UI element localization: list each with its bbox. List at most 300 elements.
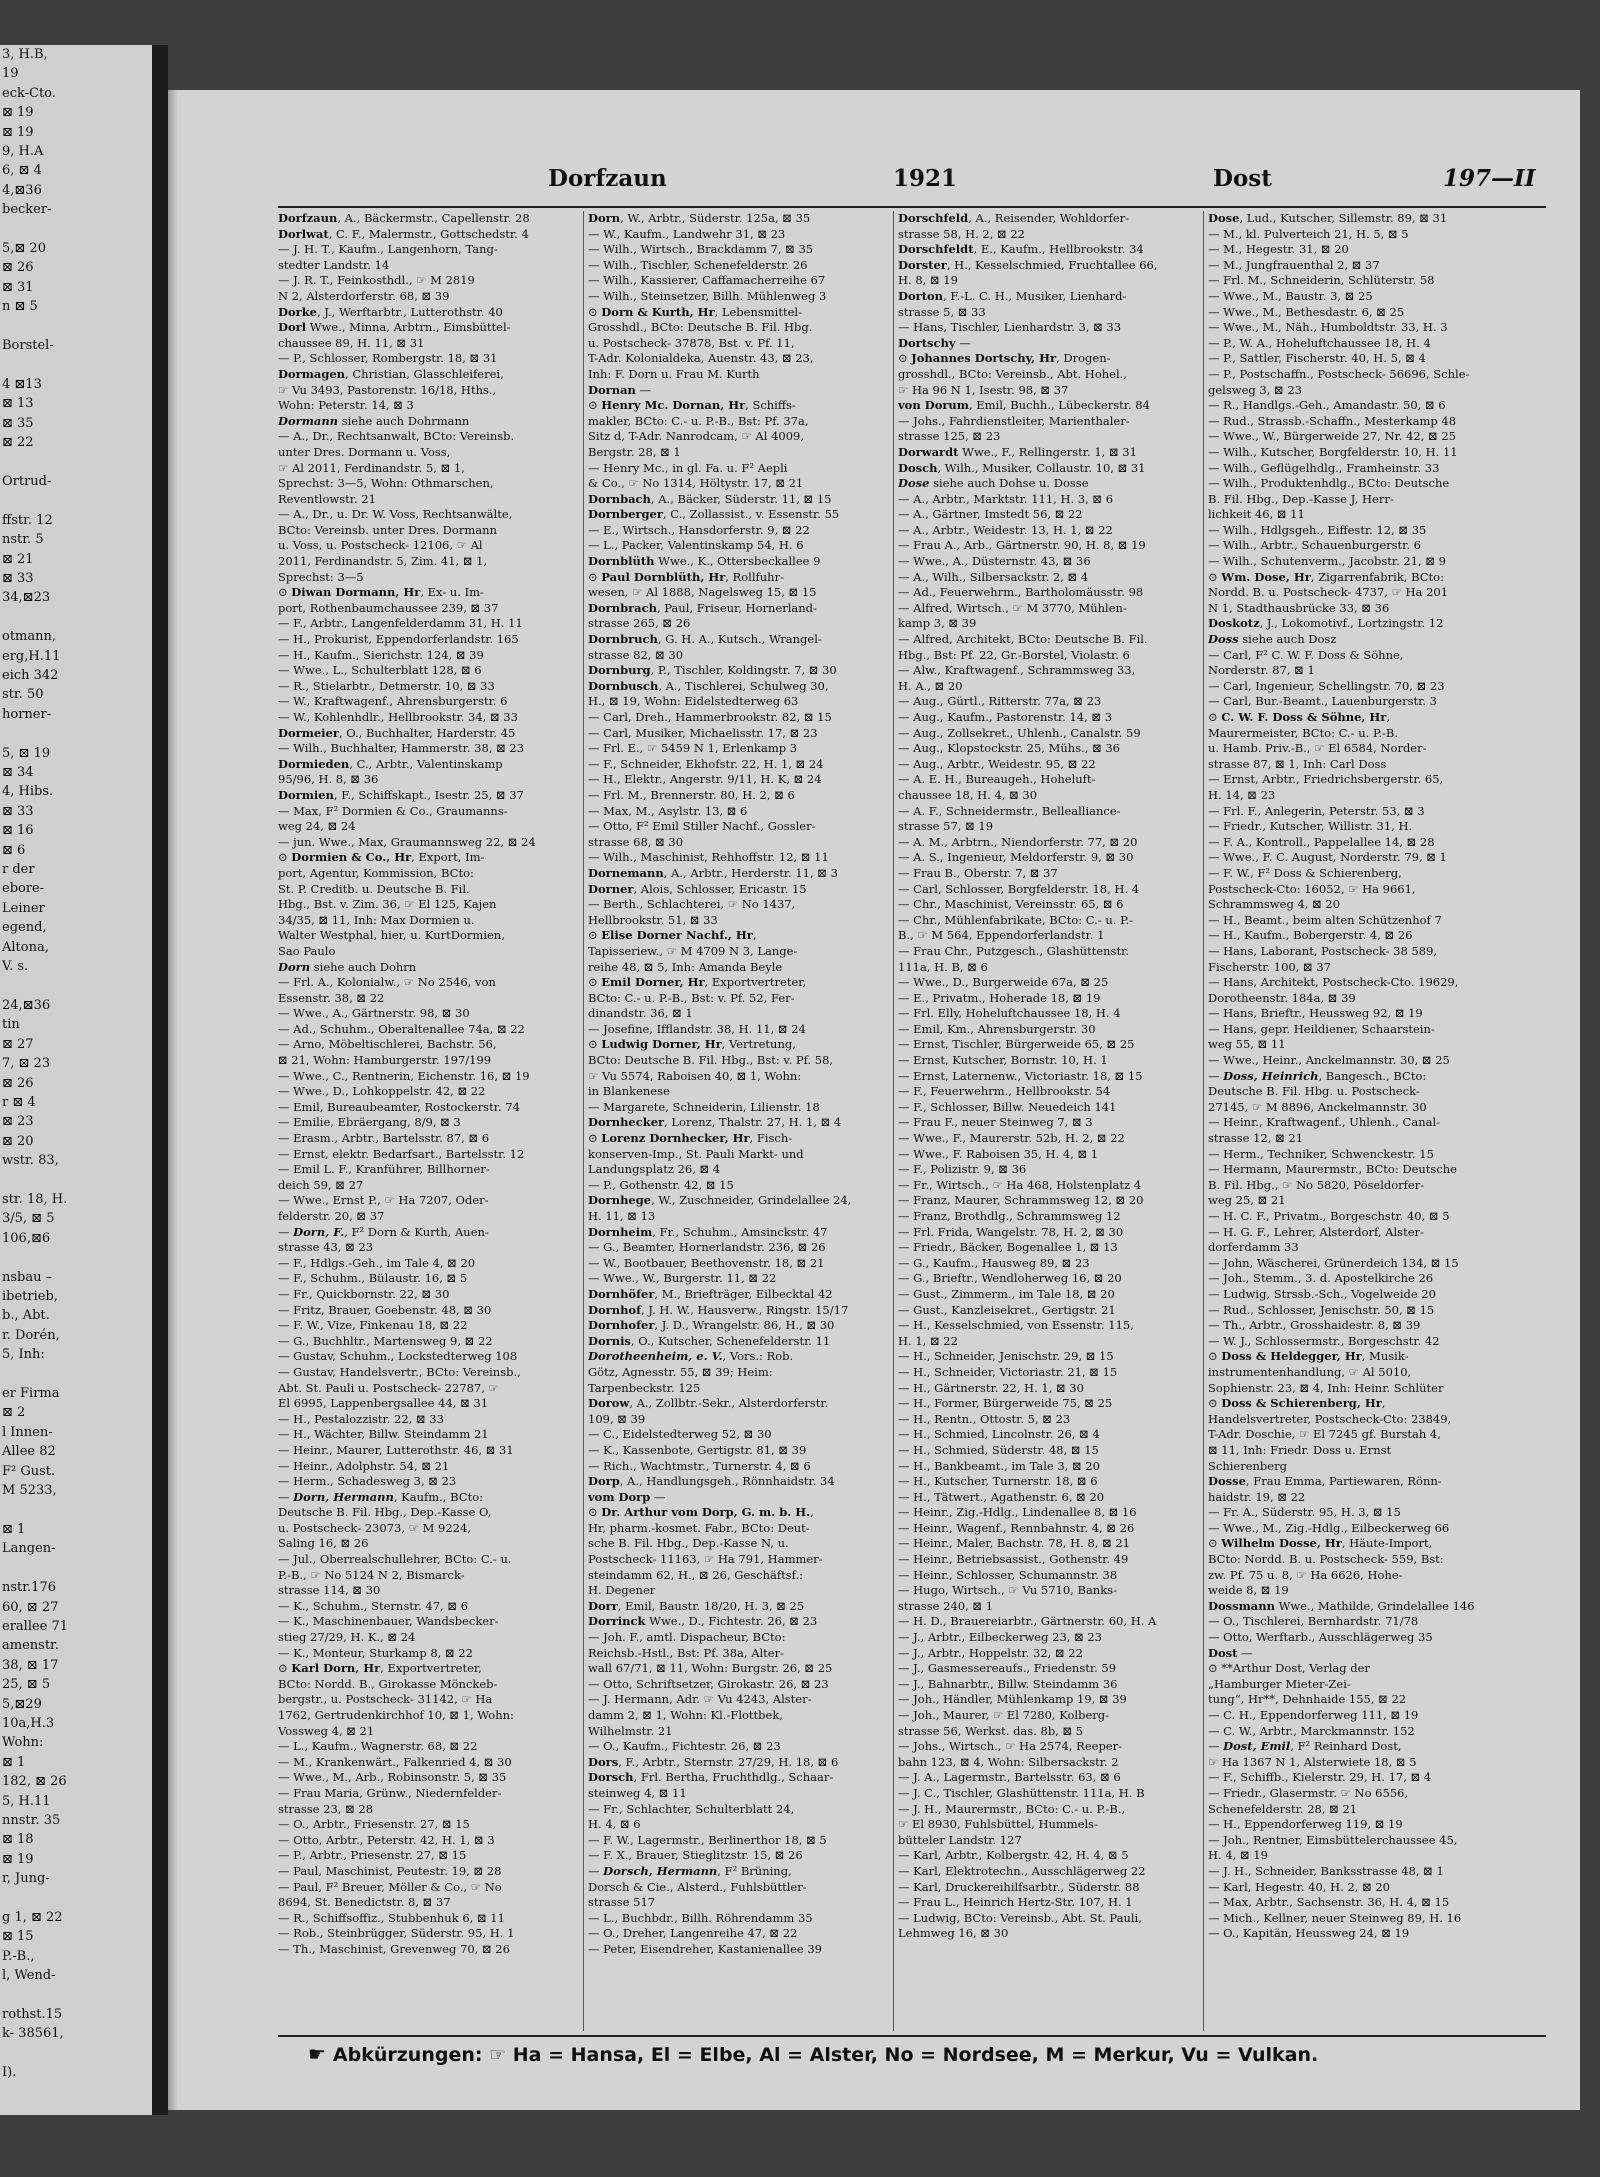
directory-entry: — A., Dr., u. Dr. W. Voss, Rechtsanwälte, [278, 507, 513, 522]
directory-entry: — F., Feuerwehrm., Hellbrookstr. 54 [898, 1084, 1111, 1099]
directory-entry: — Wwe., D., Burgerweide 67a, ⊠ 25 [898, 975, 1109, 990]
directory-entry: — J. Hermann, Adr. ☞ Vu 4243, Alster- [588, 1692, 812, 1707]
directory-entry: 27145, ☞ M 8896, Anckelmannstr. 30 [1208, 1099, 1427, 1114]
directory-entry: Dossmann Wwe., Mathilde, Grindelallee 146 [1208, 1598, 1475, 1613]
directory-entry: — M., Krankenwärt., Falkenried 4, ⊠ 30 [278, 1754, 512, 1769]
directory-entry: — H., Pestalozzistr. 22, ⊠ 33 [278, 1411, 444, 1426]
directory-entry: — O., Kapitän, Heussweg 24, ⊠ 19 [1208, 1926, 1410, 1941]
directory-entry: — jun. Wwe., Max, Graumannsweg 22, ⊠ 24 [278, 834, 536, 849]
directory-entry: — J. A., Lagermstr., Bartelsstr. 63, ⊠ 6 [898, 1770, 1121, 1785]
directory-entry: — H., Schmied, Lincolnstr. 26, ⊠ 4 [898, 1427, 1100, 1442]
directory-entry: u. Voss, u. Postscheck- 12106, ☞ Al [278, 538, 483, 553]
directory-entry: 34/35, ⊠ 11, Inh: Max Dormien u. [278, 912, 475, 927]
directory-entry: — H., Kaufm., Sierichstr. 124, ⊠ 39 [278, 647, 484, 662]
previous-page-line [0, 1889, 152, 1908]
directory-entry: — E., Wirtsch., Hansdorferstr. 9, ⊠ 22 [588, 522, 810, 537]
previous-page-line: 60, ⊠ 27 [2, 1599, 59, 1615]
previous-page-line: horner- [2, 706, 52, 722]
previous-page-line: Wohn: [2, 1735, 44, 1751]
directory-entry: — Wilh., Produktenhdlg., BCto: Deutsche [1208, 476, 1450, 491]
directory-entry: — F., Schiffb., Kielerstr. 29, H. 17, ⊠ 4 [1208, 1770, 1432, 1785]
directory-entry: — Wwe., D., Lohkoppelstr. 42, ⊠ 22 [278, 1084, 486, 1099]
directory-entry: strasse 82, ⊠ 30 [588, 647, 684, 662]
directory-entry: Hellbrookstr. 51, ⊠ 33 [588, 912, 718, 927]
directory-entry: Norderstr. 87, ⊠ 1 [1208, 663, 1315, 678]
directory-entry: — A. E. H., Bureaugeh., Hoheluft- [898, 772, 1096, 787]
previous-page-line: nstr.176 [2, 1580, 56, 1596]
directory-entry: — Th., Maschinist, Grevenweg 70, ⊠ 26 [278, 1941, 510, 1956]
directory-entry: — F., Arbtr., Langenfelderdamm 31, H. 11 [278, 616, 523, 631]
previous-page-line: ebore- [2, 881, 45, 897]
directory-entry: — Hans, Brieftr., Heussweg 92, ⊠ 19 [1208, 1006, 1423, 1021]
directory-entry: ⊙ Henry Mc. Dornan, Hr, Schiffs- [588, 398, 796, 413]
previous-page-line: l Innen- [2, 1424, 53, 1440]
previous-page-line: tin [2, 1017, 20, 1033]
directory-entry: — Wilh., Arbtr., Schauenburgerstr. 6 [1208, 538, 1422, 553]
directory-entry: — L., Kaufm., Wagnerstr. 68, ⊠ 22 [278, 1739, 478, 1754]
directory-entry: deich 59, ⊠ 27 [278, 1177, 364, 1192]
previous-page-line: 38, ⊠ 17 [2, 1657, 59, 1673]
abbreviations-text: Abkürzungen: ☞ Ha = Hansa, El = Elbe, Al = Alster, No = Nordsee, M = Merkur, Vu = Vulkan. [332, 2044, 1319, 2066]
directory-entry: — Doss, Heinrich, Bangesch., BCto: [1208, 1068, 1427, 1083]
previous-page-line: ⊠ 21 [2, 551, 34, 567]
previous-page-line: ⊠ 16 [2, 823, 34, 839]
directory-entry: bahn 123, ⊠ 4, Wohn: Silbersackstr. 2 [898, 1754, 1119, 1769]
directory-entry: — A., Arbtr., Weidestr. 13, H. 1, ⊠ 22 [898, 522, 1113, 537]
previous-page-line: egend, [2, 920, 47, 936]
directory-entry: Dost — [1208, 1645, 1253, 1660]
directory-entry: — Paul, Maschinist, Peutestr. 19, ⊠ 28 [278, 1863, 502, 1878]
previous-page-line: 19 [2, 66, 19, 82]
directory-entry: — P., Gothenstr. 42, ⊠ 15 [588, 1177, 734, 1192]
directory-entry: — H., Schneider, Jenischstr. 29, ⊠ 15 [898, 1349, 1114, 1364]
directory-entry: — Johs., Fahrdienstleiter, Marienthaler- [898, 413, 1130, 428]
directory-entry: ⊙ Lorenz Dornhecker, Hr, Fisch- [588, 1131, 793, 1146]
directory-entry: — Wwe., Heinr., Anckelmannstr. 30, ⊠ 25 [1208, 1053, 1450, 1068]
directory-entry: Doss siehe auch Dosz [1208, 632, 1337, 647]
previous-page-line [0, 1248, 152, 1267]
directory-entry: — M., Jungfrauenthal 2, ⊠ 37 [1208, 257, 1380, 272]
previous-page-line: ⊠ 34 [2, 765, 34, 781]
directory-entry: makler, BCto: C.- u. P.-B., Bst: Pf. 37a, [588, 413, 809, 428]
directory-entry: — K., Monteur, Sturkamp 8, ⊠ 22 [278, 1645, 473, 1660]
directory-entry: Dorster, H., Kesselschmied, Fruchtallee 66, [898, 257, 1158, 272]
directory-entry: — Josefine, Ifflandstr. 38, H. 11, ⊠ 24 [588, 1021, 806, 1036]
previous-page-line: ⊠ 19 [2, 105, 34, 121]
previous-page-line: ⊠ 26 [2, 260, 34, 276]
directory-entry: ☞ Ha 96 N 1, Isestr. 98, ⊠ 37 [898, 382, 1069, 397]
directory-entry: — Wwe., F., Maurerstr. 52b, H. 2, ⊠ 22 [898, 1131, 1125, 1146]
previous-page-line: 3/5, ⊠ 5 [2, 1211, 55, 1227]
gutter-shadow [168, 90, 178, 2110]
directory-entry: strasse 5, ⊠ 33 [898, 304, 986, 319]
directory-entry: — Frau Maria, Grünw., Niedernfelder- [278, 1785, 502, 1800]
directory-entry: — H., Eppendorferweg 119, ⊠ 19 [1208, 1817, 1403, 1832]
directory-entry: Inh: F. Dorn u. Frau M. Kurth [588, 366, 760, 381]
directory-entry: Dornemann, A., Arbtr., Herderstr. 11, ⊠ 3 [588, 865, 838, 880]
directory-entry: Postscheck- 11163, ☞ Ha 791, Hammer- [588, 1552, 823, 1567]
directory-entry: Doskotz, J., Lokomotivf., Lortzingstr. 12 [1208, 616, 1444, 631]
directory-entry: Sophienstr. 23, ⊠ 4, Inh: Heinr. Schlüter [1208, 1380, 1444, 1395]
directory-entry: instrumentenhandlung, ☞ Al 5010, [1208, 1364, 1412, 1379]
directory-entry: dinandstr. 36, ⊠ 1 [588, 1006, 693, 1021]
directory-entry: — G., Beamter, Hornerlandstr. 236, ⊠ 26 [588, 1240, 826, 1255]
directory-entry: Wilhelmstr. 21 [588, 1723, 673, 1738]
directory-entry: B., ☞ M 564, Eppendorferlandstr. 1 [898, 928, 1105, 943]
previous-page-line: becker- [2, 202, 52, 218]
directory-entry: — A. F., Schneidermstr., Bellealliance- [898, 803, 1121, 818]
directory-entry: strasse 56, Werkst. das. 8b, ⊠ 5 [898, 1723, 1084, 1738]
directory-entry: — Carl, Dreh., Hammerbrookstr. 82, ⊠ 15 [588, 710, 832, 724]
directory-entry: Dornhofer, J. D., Wrangelstr. 86, H., ⊠ 30 [588, 1318, 835, 1333]
directory-entry: — Gustav, Schuhm., Lockstedterweg 108 [278, 1349, 518, 1364]
column-3 [898, 211, 1198, 2031]
directory-entry: — Dorn, F., F² Dorn & Kurth, Auen- [278, 1224, 489, 1239]
directory-entry: Walter Westphal, hier, u. KurtDormien, [278, 928, 505, 943]
directory-entry: Postscheck-Cto: 16052, ☞ Ha 9661, [1208, 881, 1416, 896]
previous-page-line: erg,H.11 [2, 648, 61, 664]
directory-entry: — L., Packer, Valentinskamp 54, H. 6 [588, 538, 804, 553]
directory-entry: Dorp, A., Handlungsgeh., Rönnhaidstr. 34 [588, 1474, 835, 1489]
directory-entry: — J. C., Tischler, Glashüttenstr. 111a, H. B [898, 1785, 1145, 1800]
previous-page-line: Borstel- [2, 338, 54, 354]
directory-entry: — J., Arbtr., Hoppelstr. 32, ⊠ 22 [898, 1645, 1083, 1660]
directory-entry: — Heinr., Maurer, Lutterothstr. 46, ⊠ 31 [278, 1442, 514, 1457]
directory-entry: — A., Gärtner, Imstedt 56, ⊠ 22 [898, 507, 1083, 522]
directory-entry: weg 24, ⊠ 24 [278, 819, 356, 834]
directory-entry: Dorotheenstr. 184a, ⊠ 39 [1208, 990, 1356, 1005]
previous-page-line: ⊠ 23 [2, 1114, 34, 1130]
directory-entry: — J., Bahnarbtr., Billw. Steindamm 36 [898, 1676, 1118, 1691]
previous-page-line: str. 50 [2, 687, 44, 703]
directory-entry: H. 8, ⊠ 19 [898, 273, 958, 288]
directory-entry: — Gustav, Handelsvertr., BCto: Vereinsb., [278, 1364, 521, 1379]
directory-entry: ⊙ Johannes Dortschy, Hr, Drogen- [898, 351, 1111, 366]
previous-page-line: ⊠ 26 [2, 1075, 34, 1091]
directory-entry: Dorke, J., Werftarbtr., Lutterothstr. 40 [278, 304, 503, 319]
directory-entry: Hbg., Bst. v. Zim. 36, ☞ El 125, Kajen [278, 897, 497, 912]
previous-page-line: ⊠ 35 [2, 415, 34, 431]
directory-entry: Dorschfeldt, E., Kaufm., Hellbrookstr. 34 [898, 242, 1144, 257]
directory-entry: — Emil, Km., Ahrensburgerstr. 30 [898, 1021, 1096, 1036]
directory-entry: — Carl, Bur.-Beamt., Lauenburgerstr. 3 [1208, 694, 1437, 709]
directory-entry: — F., Schuhm., Bülaustr. 16, ⊠ 5 [278, 1271, 468, 1286]
directory-entry: konserven-Imp., St. Pauli Markt- und [588, 1146, 804, 1161]
directory-entry: — O., Dreher, Langenreihe 47, ⊠ 22 [588, 1926, 798, 1941]
directory-entry: von Dorum, Emil, Buchh., Lübeckerstr. 84 [898, 398, 1150, 413]
directory-entry: Deutsche B. Fil. Hbg. u. Postscheck- [1208, 1084, 1420, 1099]
directory-entry: — J. H., Schneider, Banksstrasse 48, ⊠ 1 [1208, 1863, 1444, 1878]
directory-entry: Dorrinck Wwe., D., Fichtestr. 26, ⊠ 23 [588, 1614, 818, 1629]
previous-page-line: erallee 71 [2, 1618, 69, 1634]
directory-entry: Tarpenbeckstr. 125 [588, 1380, 701, 1395]
directory-entry: — Heinr., Kraftwagenf., Uhlenh., Canal- [1208, 1115, 1441, 1130]
directory-entry: ⊙ Emil Dorner, Hr, Exportvertreter, [588, 975, 807, 990]
previous-page-line: 4,⊠36 [2, 182, 42, 198]
directory-entry: — A. M., Arbtrn., Niendorferstr. 77, ⊠ 20 [898, 834, 1138, 849]
header-last-entry: Dost [1213, 165, 1272, 192]
directory-entry: — C. W., Arbtr., Marckmannstr. 152 [1208, 1723, 1415, 1738]
directory-entry: Dormeier, O., Buchhalter, Harderstr. 45 [278, 725, 516, 740]
directory-entry: Dornhege, W., Zuschneider, Grindelallee 24, [588, 1193, 852, 1208]
directory-entry: 109, ⊠ 39 [588, 1411, 646, 1426]
previous-page-line: eich 342 [2, 668, 59, 683]
directory-entry: Reventlowstr. 21 [278, 491, 376, 506]
directory-entry: — F. W., F² Doss & Schierenberg, [1208, 865, 1402, 880]
directory-entry: — K., Maschinenbauer, Wandsbecker- [278, 1614, 499, 1629]
directory-entry: Dornberger, C., Zollassist., v. Essenstr. 55 [588, 507, 840, 522]
directory-entry: — P., Schlosser, Rombergstr. 18, ⊠ 31 [278, 351, 498, 366]
previous-page-line: ⊠ 19 [2, 124, 34, 140]
directory-entry: — Mich., Kellner, neuer Steinweg 89, H. 16 [1208, 1910, 1462, 1925]
previous-page-line: Leiner [2, 900, 45, 916]
directory-entry: Dornheim, Fr., Schuhm., Amsinckstr. 47 [588, 1224, 828, 1239]
directory-entry: Dornbrach, Paul, Friseur, Hornerland- [588, 600, 817, 615]
directory-entry: Dosse, Frau Emma, Partiewaren, Rönn- [1208, 1474, 1442, 1489]
directory-entry: — Ernst, elektr. Bedarfsart., Bartelsstr. 12 [278, 1146, 525, 1161]
previous-page-line: b., Abt. [2, 1308, 50, 1324]
directory-entry: — Wilh., Hdlgsgeh., Eiffestr. 12, ⊠ 35 [1208, 522, 1427, 537]
directory-entry: — P., W. A., Hoheluftchaussee 18, H. 4 [1208, 335, 1431, 350]
directory-entry: — Fr., Schlachter, Schulterblatt 24, [588, 1801, 795, 1816]
column-1 [278, 211, 578, 2031]
directory-entry: — Dost, Emil, F² Reinhard Dost, [1208, 1739, 1402, 1754]
directory-entry: — Heinr., Schlosser, Schumannstr. 38 [898, 1567, 1118, 1582]
directory-entry: Dornhecker, Lorenz, Thalstr. 27, H. 1, ⊠ 4 [588, 1115, 842, 1130]
previous-page-line: 4 ⊠13 [2, 376, 42, 392]
previous-page-line: 3, H.B, [2, 47, 48, 62]
previous-page-line: ⊠ 31 [2, 279, 34, 295]
directory-entry: 95/96, H. 8, ⊠ 36 [278, 772, 379, 787]
column-divider [893, 211, 894, 2031]
directory-entry: strasse 240, ⊠ 1 [898, 1598, 994, 1613]
directory-entry: — Margarete, Schneiderin, Lilienstr. 18 [588, 1099, 820, 1114]
previous-page-line: otmann, [2, 629, 57, 645]
directory-entry: — J., Gasmessereaufs., Friedenstr. 59 [898, 1661, 1117, 1676]
directory-entry: ☞ Al 2011, Ferdinandstr. 5, ⊠ 1, [278, 460, 465, 475]
previous-page-line: r, Jung- [2, 1871, 50, 1887]
directory-entry: — Th., Arbtr., Grosshaidestr. 8, ⊠ 39 [1208, 1318, 1421, 1333]
previous-page-line: r ⊠ 4 [2, 1094, 36, 1110]
directory-entry: BCto: Vereinsb. unter Dres. Dormann [278, 522, 497, 537]
column-divider [583, 211, 584, 2031]
directory-entry: — Wwe., C., Rentnerin, Eichenstr. 16, ⊠ 19 [278, 1068, 530, 1083]
directory-entry: — W., Kraftwagenf., Ahrensburgerstr. 6 [278, 694, 508, 709]
directory-entry: — Friedr., Glasermstr. ☞ No 6556, [1208, 1785, 1409, 1800]
directory-entry: — Dorsch, Hermann, F² Brüning, [588, 1863, 792, 1878]
directory-entry: — L., Buchbdr., Billh. Röhrendamm 35 [588, 1910, 813, 1925]
footer-rule [278, 2035, 1546, 2037]
directory-entry: El 6995, Lappenbergsallee 44, ⊠ 31 [278, 1396, 489, 1411]
directory-entry: strasse 114, ⊠ 30 [278, 1583, 381, 1598]
directory-entry: ☞ Vu 3493, Pastorenstr. 16/18, Hths., [278, 382, 497, 397]
directory-entry: — Franz, Maurer, Schrammsweg 12, ⊠ 20 [898, 1193, 1144, 1208]
directory-entry: Vossweg 4, ⊠ 21 [278, 1723, 375, 1738]
directory-entry: — H., Schneider, Victoriastr. 21, ⊠ 15 [898, 1364, 1118, 1379]
directory-entry: — Otto, Arbtr., Peterstr. 42, H. 1, ⊠ 3 [278, 1832, 495, 1847]
previous-page-line: ⊠ 22 [2, 435, 34, 451]
directory-entry: — Wilh., Wirtsch., Brackdamm 7, ⊠ 35 [588, 242, 814, 257]
previous-page-line [0, 977, 152, 996]
directory-entry: — Wilh., Schutenverm., Jacobstr. 21, ⊠ 9 [1208, 554, 1446, 569]
directory-entry: — Friedr., Bäcker, Bogenallee 1, ⊠ 13 [898, 1240, 1118, 1255]
previous-page-line: ⊠ 20 [2, 1133, 34, 1149]
directory-entry: Dornblüth Wwe., K., Ottersbeckallee 9 [588, 554, 821, 569]
directory-entry: 2011, Ferdinandstr. 5, Zim. 41, ⊠ 1, [278, 554, 488, 569]
previous-page-line: 106,⊠6 [2, 1230, 51, 1246]
pointing-hand-icon: ☛ [308, 2042, 333, 2066]
directory-entry: — Wilh., Steinsetzer, Billh. Mühlenweg 3 [588, 288, 827, 303]
directory-entry: strasse 265, ⊠ 26 [588, 616, 691, 631]
directory-entry: H. 4, ⊠ 19 [1208, 1848, 1268, 1863]
previous-page-line: ⊠ 1 [2, 1754, 26, 1770]
previous-page-line [0, 220, 152, 239]
directory-entry: Dorow, A., Zollbtr.-Sekr., Alsterdorferstr. [588, 1396, 829, 1411]
directory-entry: lichkeit 46, ⊠ 11 [1208, 507, 1305, 522]
previous-page-line: er Firma [2, 1386, 60, 1402]
directory-entry: St. P. Creditb. u. Deutsche B. Fil. [278, 881, 470, 896]
directory-entry: — Max, M., Asylstr. 13, ⊠ 6 [588, 803, 748, 818]
directory-entry: Sprechst: 3—5 [278, 569, 364, 584]
directory-entry: — H., Kutscher, Turnerstr. 18, ⊠ 6 [898, 1474, 1098, 1489]
directory-entry: — Alfred, Wirtsch., ☞ M 3770, Mühlen- [898, 600, 1127, 615]
directory-entry: — Ernst, Laternenw., Victoriastr. 18, ⊠ 15 [898, 1068, 1143, 1083]
directory-entry: — Frl. E., ☞ 5459 N 1, Erlenkamp 3 [588, 741, 798, 756]
previous-page-line [0, 1986, 152, 2005]
directory-entry: — Hans, Tischler, Lienhardstr. 3, ⊠ 33 [898, 320, 1122, 335]
directory-entry: ⊙ Wilhelm Dosse, Hr, Häute-Import, [1208, 1536, 1433, 1551]
previous-page-line: ffstr. 12 [2, 512, 53, 528]
directory-entry: — Wwe., M., Zig.-Hdlg., Eilbeckerweg 66 [1208, 1520, 1450, 1535]
directory-entry: — Carl, Schlosser, Borgfelderstr. 18, H. 4 [898, 881, 1140, 896]
directory-entry: — Aug., Zollsekret., Uhlenh., Canalstr. 59 [898, 725, 1141, 740]
directory-entry: — Carl, F² C. W. F. Doss & Söhne, [1208, 647, 1404, 662]
directory-entry: — Alfred, Architekt, BCto: Deutsche B. Fil. [898, 632, 1148, 647]
directory-entry: — Ernst, Kutscher, Bornstr. 10, H. 1 [898, 1053, 1108, 1068]
directory-entry: — C., Eidelstedterweg 52, ⊠ 30 [588, 1427, 772, 1442]
directory-entry: — H. D., Brauereiarbtr., Gärtnerstr. 60, H. A [898, 1614, 1157, 1629]
directory-entry: — Frl. F., Anlegerin, Peterstr. 53, ⊠ 3 [1208, 803, 1425, 818]
previous-page-line: eck-Cto. [2, 85, 56, 101]
directory-entry: — Berth., Schlachterei, ☞ No 1437, [588, 897, 796, 912]
directory-entry: — Frau B., Oberstr. 7, ⊠ 37 [898, 865, 1058, 880]
directory-entry: Grosshdl., BCto: Deutsche B. Fil. Hbg. [588, 320, 813, 335]
directory-entry: Dormieden, C., Arbtr., Valentinskamp [278, 756, 503, 771]
previous-page-line: nnstr. 35 [2, 1812, 61, 1828]
directory-entry: Dorl Wwe., Minna, Arbtrn., Eimsbüttel- [278, 320, 511, 335]
directory-entry: — Henry Mc., in gl. Fa. u. F² Aepli [588, 460, 788, 475]
directory-entry: — Karl, Arbtr., Kolbergstr. 42, H. 4, ⊠ 5 [898, 1848, 1129, 1863]
directory-entry: BCto: Deutsche B. Fil. Hbg., Bst: v. Pf. 58, [588, 1053, 834, 1068]
previous-page-line: n ⊠ 5 [2, 299, 38, 315]
directory-entry: — Karl, Druckereihilfsarbtr., Süderstr. 88 [898, 1879, 1140, 1894]
directory-entry: BCto: Nordd. B., Girokasse Mönckeb- [278, 1676, 498, 1691]
directory-entry: — Heinr., Maler, Bachstr. 78, H. 8, ⊠ 21 [898, 1536, 1130, 1551]
directory-entry: — Wwe., M., Baustr. 3, ⊠ 25 [1208, 288, 1373, 303]
directory-entry: — Alw., Kraftwagenf., Schrammsweg 33, [898, 663, 1136, 678]
directory-entry: Nordd. B. u. Postscheck- 4737, ☞ Ha 201 [1208, 585, 1449, 600]
directory-entry: T-Adr. Kolonialdeka, Auenstr. 43, ⊠ 23, [588, 351, 814, 366]
directory-entry: — P., Sattler, Fischerstr. 40, H. 5, ⊠ 4 [1208, 351, 1426, 366]
directory-entry: — Emilie, Ebräergang, 8/9, ⊠ 3 [278, 1115, 461, 1130]
directory-entry: — Arno, Möbeltischlerei, Bachstr. 56, [278, 1037, 497, 1052]
directory-entry: Dornbach, A., Bäcker, Süderstr. 11, ⊠ 15 [588, 491, 832, 506]
directory-entry: — Frau L., Heinrich Hertz-Str. 107, H. 1 [898, 1895, 1133, 1910]
directory-entry: Dorn, W., Arbtr., Süderstr. 125a, ⊠ 35 [588, 211, 811, 225]
directory-entry: — R., Handlgs.-Geh., Amandastr. 50, ⊠ 6 [1208, 398, 1446, 413]
directory-entry: „Hamburger Mieter-Zei- [1208, 1676, 1351, 1691]
book-spine [152, 45, 168, 2115]
directory-entry: Essenstr. 38, ⊠ 22 [278, 990, 385, 1005]
directory-entry: — Hans, Architekt, Postscheck-Cto. 19629, [1208, 975, 1459, 990]
previous-page-line [0, 1559, 152, 1578]
directory-entry: wall 67/71, ⊠ 11, Wohn: Burgstr. 26, ⊠ 25 [588, 1661, 833, 1676]
directory-entry: — A., Wilh., Silbersackstr. 2, ⊠ 4 [898, 569, 1089, 584]
directory-entry: strasse 12, ⊠ 21 [1208, 1131, 1304, 1146]
directory-entry: — W., Bootbauer, Beethovenstr. 18, ⊠ 21 [588, 1255, 825, 1270]
directory-entry: — Heinr., Adolphstr. 54, ⊠ 21 [278, 1458, 450, 1473]
directory-entry: strasse 68, ⊠ 30 [588, 834, 684, 849]
directory-entry: — Frl. Frida, Wangelstr. 78, H. 2, ⊠ 30 [898, 1224, 1124, 1239]
previous-page-line: P.-B., [2, 1948, 35, 1964]
directory-entry: — Dorn, Hermann, Kaufm., BCto: [278, 1489, 483, 1504]
directory-entry: Dornbruch, G. H. A., Kutsch., Wrangel- [588, 632, 822, 647]
directory-entry: — Emil, Bureaubeamter, Rostockerstr. 74 [278, 1099, 520, 1114]
previous-page-line: Allee 82 [2, 1444, 56, 1460]
directory-entry: H. Degener [588, 1583, 656, 1598]
previous-page-line: Ortrud- [2, 473, 52, 489]
directory-entry: 1762, Gertrudenkirchhof 10, ⊠ 1, Wohn: [278, 1708, 514, 1722]
directory-entry: Sitz d, T-Adr. Nanrodcam, ☞ Al 4009, [588, 429, 804, 444]
directory-entry: ⊙ Doss & Heldegger, Hr, Musik- [1208, 1349, 1409, 1364]
directory-entry: — J. H. T., Kaufm., Langenhorn, Tang- [278, 242, 498, 257]
directory-entry: stieg 27/29, H. K., ⊠ 24 [278, 1630, 416, 1645]
directory-entry: ☞ El 8930, Fuhlsbüttel, Hummels- [898, 1817, 1098, 1832]
directory-entry: — Gust., Kanzleisekret., Gertigstr. 21 [898, 1302, 1116, 1317]
previous-page-line: ⊠ 1 [2, 1521, 26, 1537]
directory-entry: sche B. Fil. Hbg., Dep.-Kasse N, u. [588, 1536, 789, 1551]
directory-entry: haidstr. 19, ⊠ 22 [1208, 1489, 1306, 1504]
directory-entry: — Ad., Schuhm., Oberaltenallee 74a, ⊠ 22 [278, 1021, 525, 1036]
directory-entry: — E., Privatm., Hoherade 18, ⊠ 19 [898, 990, 1101, 1005]
directory-entry: Abt. St. Pauli u. Postscheck- 22787, ☞ [278, 1380, 499, 1395]
directory-entry: — P., Postschaffn., Postscheck- 56696, Schle- [1208, 366, 1470, 381]
directory-entry: — Ad., Feuerwehrm., Bartholomäusstr. 98 [898, 585, 1144, 600]
directory-entry: ⊙ C. W. F. Doss & Söhne, Hr, [1208, 710, 1390, 724]
directory-entry: — Wwe., L., Schulterblatt 128, ⊠ 6 [278, 663, 482, 678]
directory-entry: weg 25, ⊠ 21 [1208, 1193, 1286, 1208]
directory-entry: — Rich., Wachtmstr., Turnerstr. 4, ⊠ 6 [588, 1458, 811, 1473]
directory-entry: Dornis, O., Kutscher, Schenefelderstr. 11 [588, 1333, 831, 1348]
previous-page-line: ⊠ 13 [2, 396, 34, 412]
directory-entry: — Hans, gepr. Heildiener, Schaarstein- [1208, 1021, 1435, 1036]
directory-entry: — Frl. M., Brennerstr. 80, H. 2, ⊠ 6 [588, 787, 795, 802]
directory-entry: — W., Kohlenhdlr., Hellbrookstr. 34, ⊠ 33 [278, 710, 518, 724]
directory-entry: ⊙ Diwan Dormann, Hr, Ex- u. Im- [278, 585, 484, 600]
directory-entry: — J. H., Maurermstr., BCto: C.- u. P.-B., [898, 1801, 1126, 1816]
directory-entry: — Wwe., M., Näh., Humboldtstr. 33, H. 3 [1208, 320, 1448, 335]
directory-entry: — Paul, F² Breuer, Möller & Co., ☞ No [278, 1879, 502, 1894]
directory-entry: — C. H., Eppendorferweg 111, ⊠ 19 [1208, 1708, 1419, 1722]
previous-page-line: ⊠ 15 [2, 1929, 34, 1945]
previous-page-line: wstr. 83, [2, 1153, 59, 1169]
directory-entry: — Frl. Elly, Hoheluftchaussee 18, H. 4 [898, 1006, 1121, 1021]
directory-entry: steinweg 4, ⊠ 11 [588, 1785, 687, 1800]
directory-entry: weg 55, ⊠ 11 [1208, 1037, 1286, 1052]
directory-entry: — O., Arbtr., Friesenstr. 27, ⊠ 15 [278, 1817, 470, 1832]
directory-entry: — Joh., Maurer, ☞ El 7280, Kolberg- [898, 1708, 1110, 1722]
previous-page-line: 4, Hibs. [2, 784, 54, 800]
